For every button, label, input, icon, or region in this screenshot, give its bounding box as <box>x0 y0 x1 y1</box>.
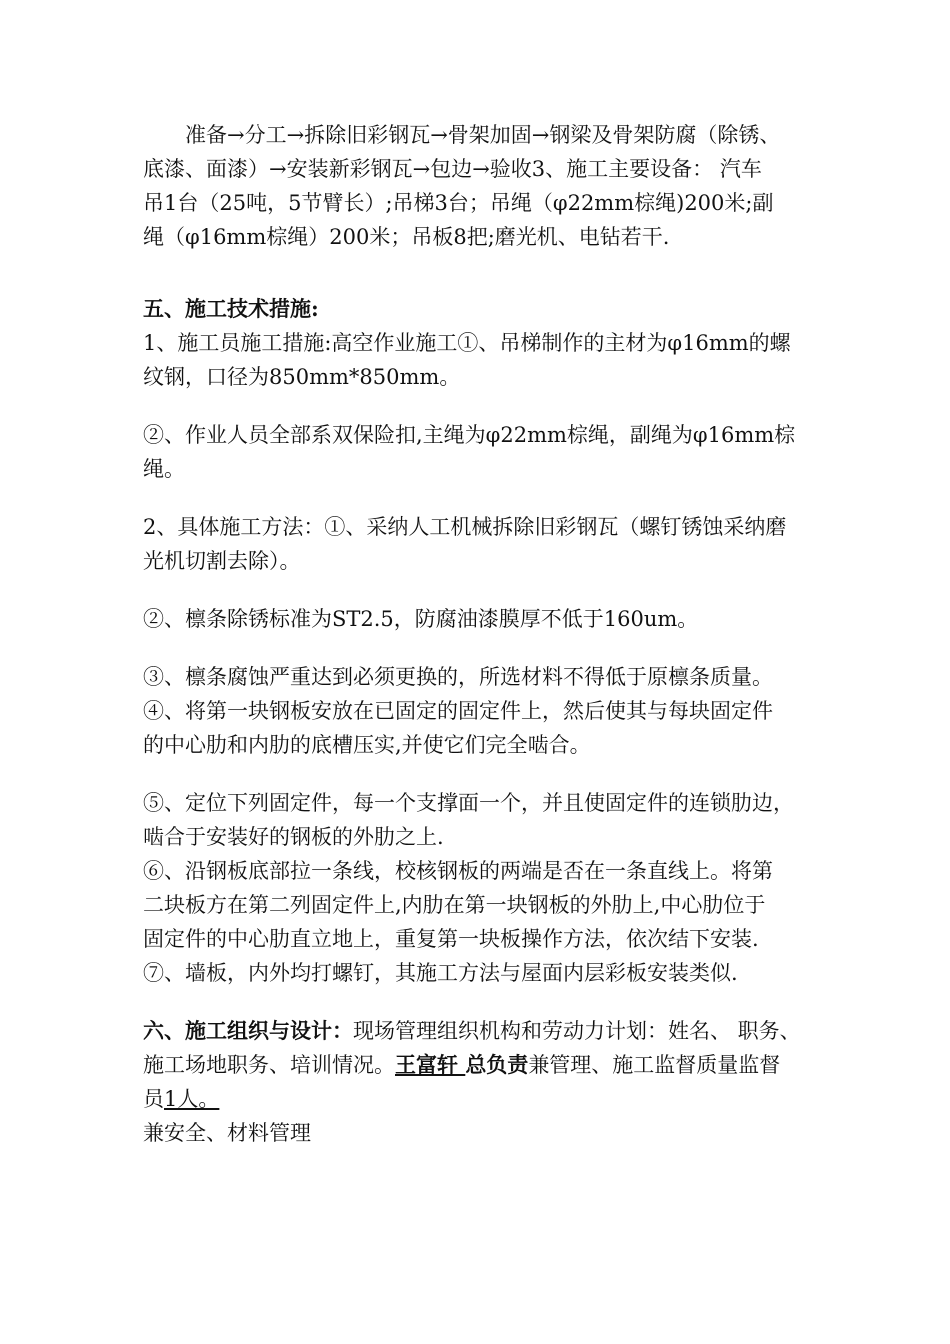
section6 <box>143 1014 853 1150</box>
section4-paragraph <box>143 118 853 254</box>
section5-heading: 五、施工技术措施: <box>143 296 319 321</box>
text-line: 1、施工员施工措施:高空作业施工①、吊梯制作的主材为φ16mm的螺 <box>143 331 791 355</box>
step-5 <box>143 786 853 854</box>
section6-line-1 <box>143 1014 853 1048</box>
section6-line-3 <box>143 1082 853 1116</box>
step-2: ②、檩条除锈标准为ST2.5，防腐油漆膜厚不低于160um。 <box>143 607 699 631</box>
text-line: 固定件的中心肋直立地上，重复第一块板操作方法，依次结下安装. <box>143 927 759 951</box>
measure-item-1 <box>143 326 853 394</box>
text-line: 啮合于安装好的钢板的外肋之上. <box>143 825 444 849</box>
text-line: 纹钢，口径为850mm*850mm。 <box>143 365 461 389</box>
text-line: 2、具体施工方法：①、采纳人工机械拆除旧彩钢瓦（螺钉锈蚀采纳磨 <box>143 515 787 539</box>
step-4 <box>143 694 853 762</box>
section6-line-2 <box>143 1048 853 1082</box>
section6-line2-rest: 兼管理、施工监督质量监督 <box>528 1053 781 1077</box>
text-line: ⑤、定位下列固定件，每一个支撑面一个，并且使固定件的连锁肋边， <box>143 791 794 815</box>
document-page <box>143 118 853 1150</box>
step-3: ③、檩条腐蚀严重达到必须更换的，所选材料不得低于原檩条质量。 <box>143 665 773 689</box>
text-line: ④、将第一块钢板安放在已固定的固定件上，然后使其与每块固定件 <box>143 699 773 723</box>
text-line: 的中心肋和内肋的底槽压实,并使它们完全啮合。 <box>143 733 591 757</box>
person-name: 王富轩 <box>395 1052 466 1077</box>
step-6 <box>143 854 853 956</box>
text-line: 吊1台（25吨，5节臂长）;吊梯3台；吊绳（φ22mm棕绳)200米;副 <box>143 191 774 215</box>
text-line: 光机切割去除）。 <box>143 549 301 573</box>
section6-heading: 六、施工组织与设计： <box>143 1018 353 1043</box>
measure-item-2 <box>143 510 853 578</box>
line3-prefix: 员 <box>143 1087 164 1111</box>
step-7: ⑦、墙板，内外均打螺钉，其施工方法与屋面内层彩板安装类似. <box>143 961 738 985</box>
section6-line-4: 兼安全、材料管理 <box>143 1121 311 1145</box>
text-line: 绳。 <box>143 457 185 481</box>
text-line: ⑥、沿钢板底部拉一条线，校核钢板的两端是否在一条直线上。将第 <box>143 859 773 883</box>
text-line: 绳（φ16mm棕绳）200米；吊板8把;磨光机、电钻若干. <box>143 225 670 249</box>
text-line: ②、作业人员全部系双保险扣,主绳为φ22mm棕绳，副绳为φ16mm棕 <box>143 423 796 447</box>
section6-intro: 现场管理组织机构和劳动力计划：姓名、 职务、 <box>353 1019 801 1043</box>
measure-item-1b <box>143 418 853 486</box>
text-line: 二块板方在第二列固定件上,内肋在第一块钢板的外肋上,中心肋位于 <box>143 893 766 917</box>
person-role: 总负责 <box>465 1052 529 1077</box>
text-line: 底漆、面漆）→安装新彩钢瓦→包边→验收3、施工主要设备： 汽车 <box>143 157 762 181</box>
staff-count: 1人。 <box>164 1087 220 1111</box>
text-line: 准备→分工→拆除旧彩钢瓦→骨架加固→钢梁及骨架防腐（除锈、 <box>185 123 781 147</box>
section6-line2-text: 施工场地职务、培训情况。 <box>143 1053 395 1077</box>
